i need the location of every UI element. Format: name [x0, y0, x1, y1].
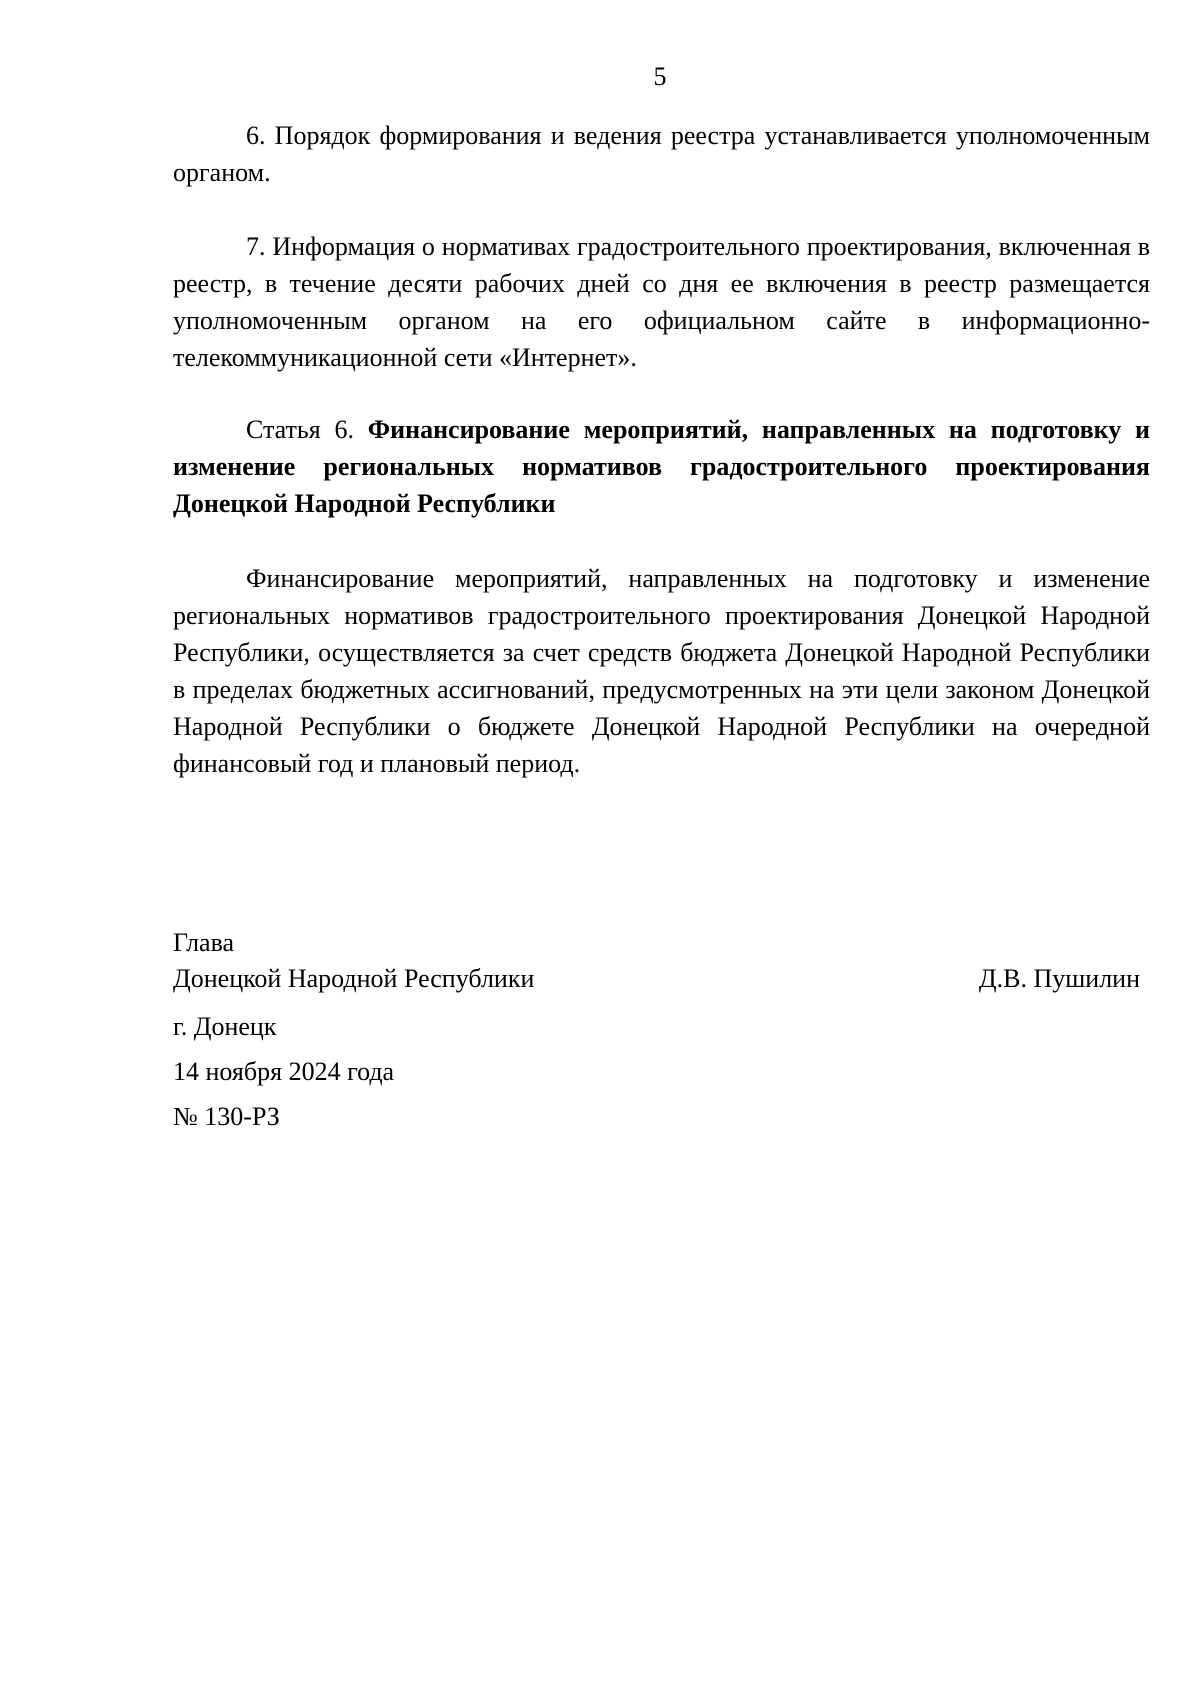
signature-row	[173, 960, 1150, 997]
clause-7-text: 7. Информация о нормативах градостроительного проектирования, включенная в реестр, в течение десяти рабочих дней со дня ее включения в реестр размещается уполномоченным органом на его официальном сайте в информационно-телекоммуникационной сети «Интернет».	[173, 232, 1150, 372]
document-number: № 130-РЗ	[173, 1102, 280, 1131]
article-6-label: Статья 6.	[246, 415, 354, 444]
document-city: г. Донецк	[173, 1012, 277, 1041]
article-6-body	[173, 560, 1150, 782]
article-6-heading-paragraph	[173, 411, 1150, 522]
clause-6-text: 6. Порядок формирования и ведения реестра устанавливается уполномоченным органом.	[173, 121, 1150, 187]
article-6-title: Финансирование мероприятий, направленных на подготовку и изменение региональных нормативов градостроительного проектирования Донецкой Народной Республики	[173, 415, 1150, 518]
signature-position-line2: Донецкой Народной Республики	[173, 964, 535, 993]
signer-name: Д.В. Пушилин	[978, 964, 1140, 993]
document-date: 14 ноября 2024 года	[173, 1057, 395, 1086]
clause-7	[173, 228, 1150, 376]
article-6-body-text: Финансирование мероприятий, направленных на подготовку и изменение региональных нормативов градостроительного проектирования Донецкой Народной Республики, осуществляется за счет средств бюджета Донецкой Народной Республики в пределах бюджетных ассигнований, предусмотренных на эти цели законом Донецкой Народной Республики о бюджете Донецкой Народной Республики на очередной финансовый год и плановый период.	[173, 564, 1150, 778]
clause-6	[173, 117, 1150, 191]
signature-position-line1: Глава	[173, 928, 235, 957]
article-6-heading	[173, 411, 1150, 522]
page-number: 5	[653, 62, 667, 91]
